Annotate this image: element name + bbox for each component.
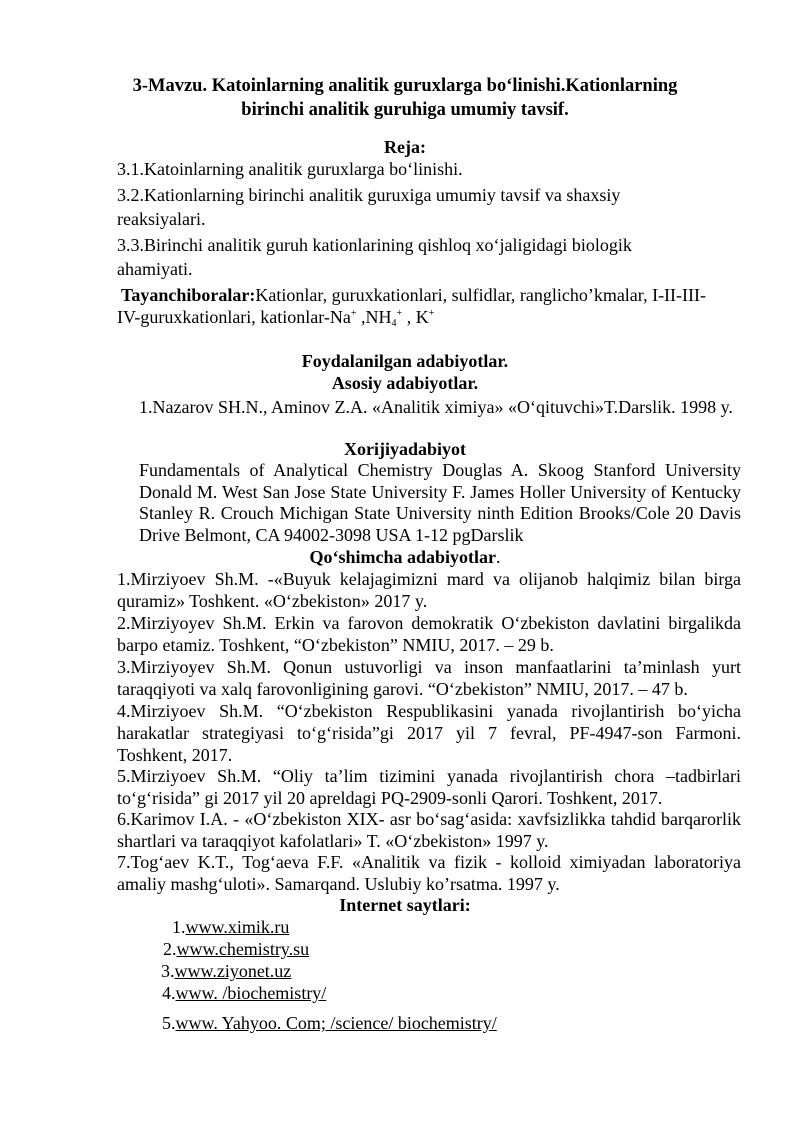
internet-site-item <box>163 938 309 960</box>
additional-reference-item: 5.Mirziyoev Sh.M. “Oliy ta’lim tizimini yanada rivojlantirish chora –tadbirlari to‘g‘risida” gi 2017 yil 20 apreldagi PQ-2909-sonli Qarori. Toshkent, 2017. <box>117 766 741 808</box>
additional-reference-item: 2.Mirziyoyev Sh.M. Erkin va farovon demokratik O‘zbekiston davlatini birgalikda barpo etamiz. Toshkent, “O‘zbekiston” NMIU, 2017. – 29 b. <box>117 613 741 655</box>
main-references-heading: Asosiy adabiyotlar. <box>331 373 479 393</box>
internet-site-item <box>172 916 289 938</box>
superscript: + <box>350 308 357 319</box>
title-line-1: 3-Mavzu. Katoinlarning analitik guruxlarga bo‘linishi.Kationlarning <box>132 76 678 96</box>
list-number: 3. <box>161 961 175 981</box>
internet-link[interactable]: www.ximik.ru <box>185 917 290 937</box>
reja-item: ahamiyati. <box>117 259 193 279</box>
internet-site-item <box>162 1012 497 1034</box>
page-title <box>100 74 710 122</box>
additional-reference-item: 6.Karimov I.A. - «O‘zbekiston XIX- asr bo‘sag‘asida: xavfsizlikka tahdid barqarorlik shartlari va taraqqiyot kafolatlari» T. «O‘zbekiston» 1997 y. <box>117 809 741 851</box>
main-reference-item: 1.Nazarov SH.N., Aminov Z.A. «Analitik ximiya» «O‘qituvchi»T.Darslik. 1998 y. <box>139 397 733 417</box>
reja-item: 3.2.Kationlarning birinchi analitik guruxiga umumiy tavsif va shaxsiy <box>117 185 621 205</box>
key-terms-label: Tayanchiboralar: <box>121 285 256 305</box>
additional-reference-item: 4.Mirziyoev Sh.M. “O‘zbekiston Respublikasini yanada rivojlantirish bo‘yicha harakatlar strategiyasi to‘g‘risida”gi 2017 yil 7 fevral, PF-4947-son Farmoni. Toshkent, 2017. <box>117 701 741 765</box>
reja-heading: Reja: <box>384 137 426 157</box>
list-number: 2. <box>163 939 177 959</box>
additional-reference-item: 1.Mirziyoev Sh.M. -«Buyuk kelajagimizni mard va olijanob halqimiz bilan birga quramiz» Toshkent. «O‘zbekiston» 2017 y. <box>117 569 741 611</box>
list-number: 5. <box>162 1013 176 1033</box>
additional-references-title: Qo‘shimcha adabiyotlar <box>309 547 496 567</box>
references-heading: Foydalanilgan adabiyotlar. <box>301 351 509 371</box>
key-terms-line-1 <box>121 284 706 306</box>
list-number: 4. <box>162 983 176 1003</box>
additional-references-heading <box>100 546 710 568</box>
internet-link[interactable]: www. /biochemistry/ <box>175 983 327 1003</box>
internet-site-item <box>161 960 291 982</box>
additional-reference-item: 3.Mirziyoyev Sh.M. Qonun ustuvorligi va inson manfaatlarini ta’minlash yurt taraqqiyoti va xalq farovonligining garovi. “O‘zbekiston” NMIU, 2017. – 47 b. <box>117 657 741 699</box>
reja-item: 3.1.Katoinlarning analitik guruxlarga bo‘linishi. <box>117 159 463 179</box>
title-line-2: birinchi analitik guruhiga umumiy tavsif. <box>241 100 569 120</box>
key-terms-line-2 <box>117 306 434 328</box>
key-terms-text: , K <box>402 307 429 327</box>
internet-sites-heading: Internet saytlari: <box>339 895 471 915</box>
reja-item: 3.3.Birinchi analitik guruh kationlarining qishloq xo‘jaligidagi biologik <box>117 235 632 255</box>
foreign-reference-item: Fundamentals of Analytical Chemistry Douglas A. Skoog Stanford University Donald M. West San Jose State University F. James Holler University of Kentucky Stanley R. Crouch Michigan State University ninth Edition Brooks/Cole 20 Davis Drive Belmont, CA 94002-3098 USA 1-12 pgDarslik <box>139 460 741 545</box>
superscript: + <box>428 308 435 319</box>
reja-item: reaksiyalari. <box>117 209 206 229</box>
heading-dot: . <box>496 547 501 567</box>
subscript: 4 <box>391 318 397 329</box>
superscript: + <box>396 308 403 319</box>
internet-link[interactable]: www.ziyonet.uz <box>174 961 292 981</box>
key-terms-text: Kationlar, guruxkationlari, sulfidlar, ranglicho’kmalar, I-II-III- <box>255 285 707 305</box>
additional-reference-item: 7.Tog‘aev K.T., Tog‘aeva F.F. «Analitik va fizik - kolloid ximiyadan laboratoriya amaliy mashg‘uloti». Samarqand. Uslubiy ko’rsatma. 1997 y. <box>117 852 741 894</box>
foreign-references-heading: Xorijiyadabiyot <box>343 439 466 459</box>
internet-link[interactable]: www.chemistry.su <box>176 939 310 959</box>
internet-link[interactable]: www. Yahyoo. Com; /science/ biochemistry/ <box>175 1013 497 1033</box>
key-terms-text: IV-guruxkationlari, kationlar-Na <box>117 307 351 327</box>
list-number: 1. <box>172 917 186 937</box>
key-terms-text: ,NH <box>356 307 392 327</box>
internet-site-item <box>162 982 326 1004</box>
